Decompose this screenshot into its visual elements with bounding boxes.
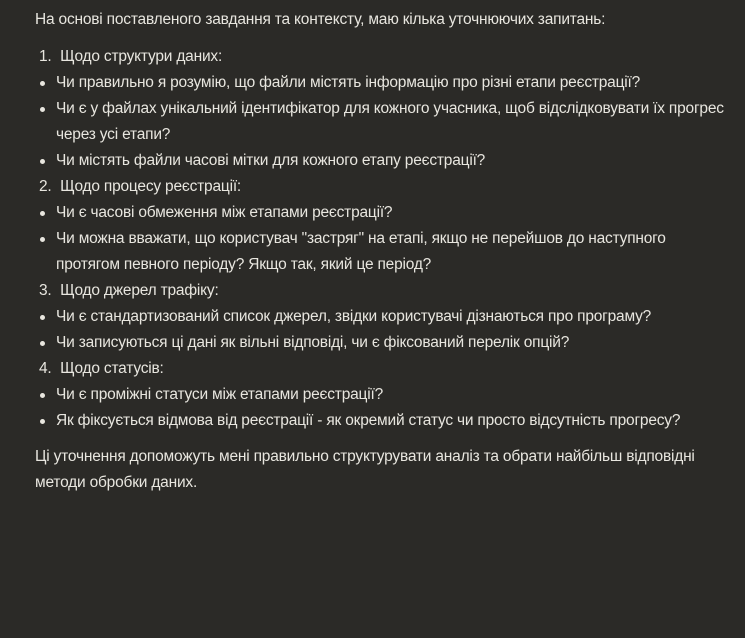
question-list	[35, 382, 725, 434]
list-item: Чи правильно я розумію, що файли містять інформацію про різні етапи реєстрації?	[35, 70, 725, 96]
list-item: Чи містять файли часові мітки для кожного етапу реєстрації?	[35, 148, 725, 174]
question-list	[35, 70, 725, 174]
list-item: Чи є часові обмеження між етапами реєстрації?	[35, 200, 725, 226]
list-item: Чи можна вважати, що користувач "застряг" на етапі, якщо не перейшов до наступного протягом певного періоду? Якщо так, який це період?	[35, 226, 725, 278]
section-number: 1.	[39, 48, 52, 65]
section-number: 2.	[39, 178, 52, 195]
list-item: Чи є стандартизований список джерел, звідки користувачі дізнаються про програму?	[35, 304, 725, 330]
section-heading-registration-process	[35, 174, 725, 200]
list-item: Як фіксується відмова від реєстрації - як окремий статус чи просто відсутність прогресу?	[35, 408, 725, 434]
section-title: Щодо джерел трафіку:	[60, 282, 219, 299]
list-item: Чи записуються ці дані як вільні відповіді, чи є фіксований перелік опцій?	[35, 330, 725, 356]
intro-text: На основі поставленого завдання та контексту, маю кілька уточнюючих запитань:	[35, 11, 606, 28]
section-heading-statuses	[35, 356, 725, 382]
section-title: Щодо структури даних:	[60, 48, 223, 65]
question-list	[35, 200, 725, 278]
list-item: Чи є проміжні статуси між етапами реєстрації?	[35, 382, 725, 408]
section-heading-data-structure	[35, 44, 725, 70]
section-number: 4.	[39, 360, 52, 377]
closing-text: Ці уточнення допоможуть мені правильно структурувати аналіз та обрати найбільш відповідні методи обробки даних.	[35, 448, 695, 491]
list-item: Чи є у файлах унікальний ідентифікатор для кожного учасника, щоб відслідковувати їх прогрес через усі етапи?	[35, 96, 725, 148]
section-title: Щодо процесу реєстрації:	[60, 178, 242, 195]
section-title: Щодо статусів:	[60, 360, 164, 377]
section-heading-traffic-sources	[35, 278, 725, 304]
section-number: 3.	[39, 282, 52, 299]
question-list	[35, 304, 725, 356]
